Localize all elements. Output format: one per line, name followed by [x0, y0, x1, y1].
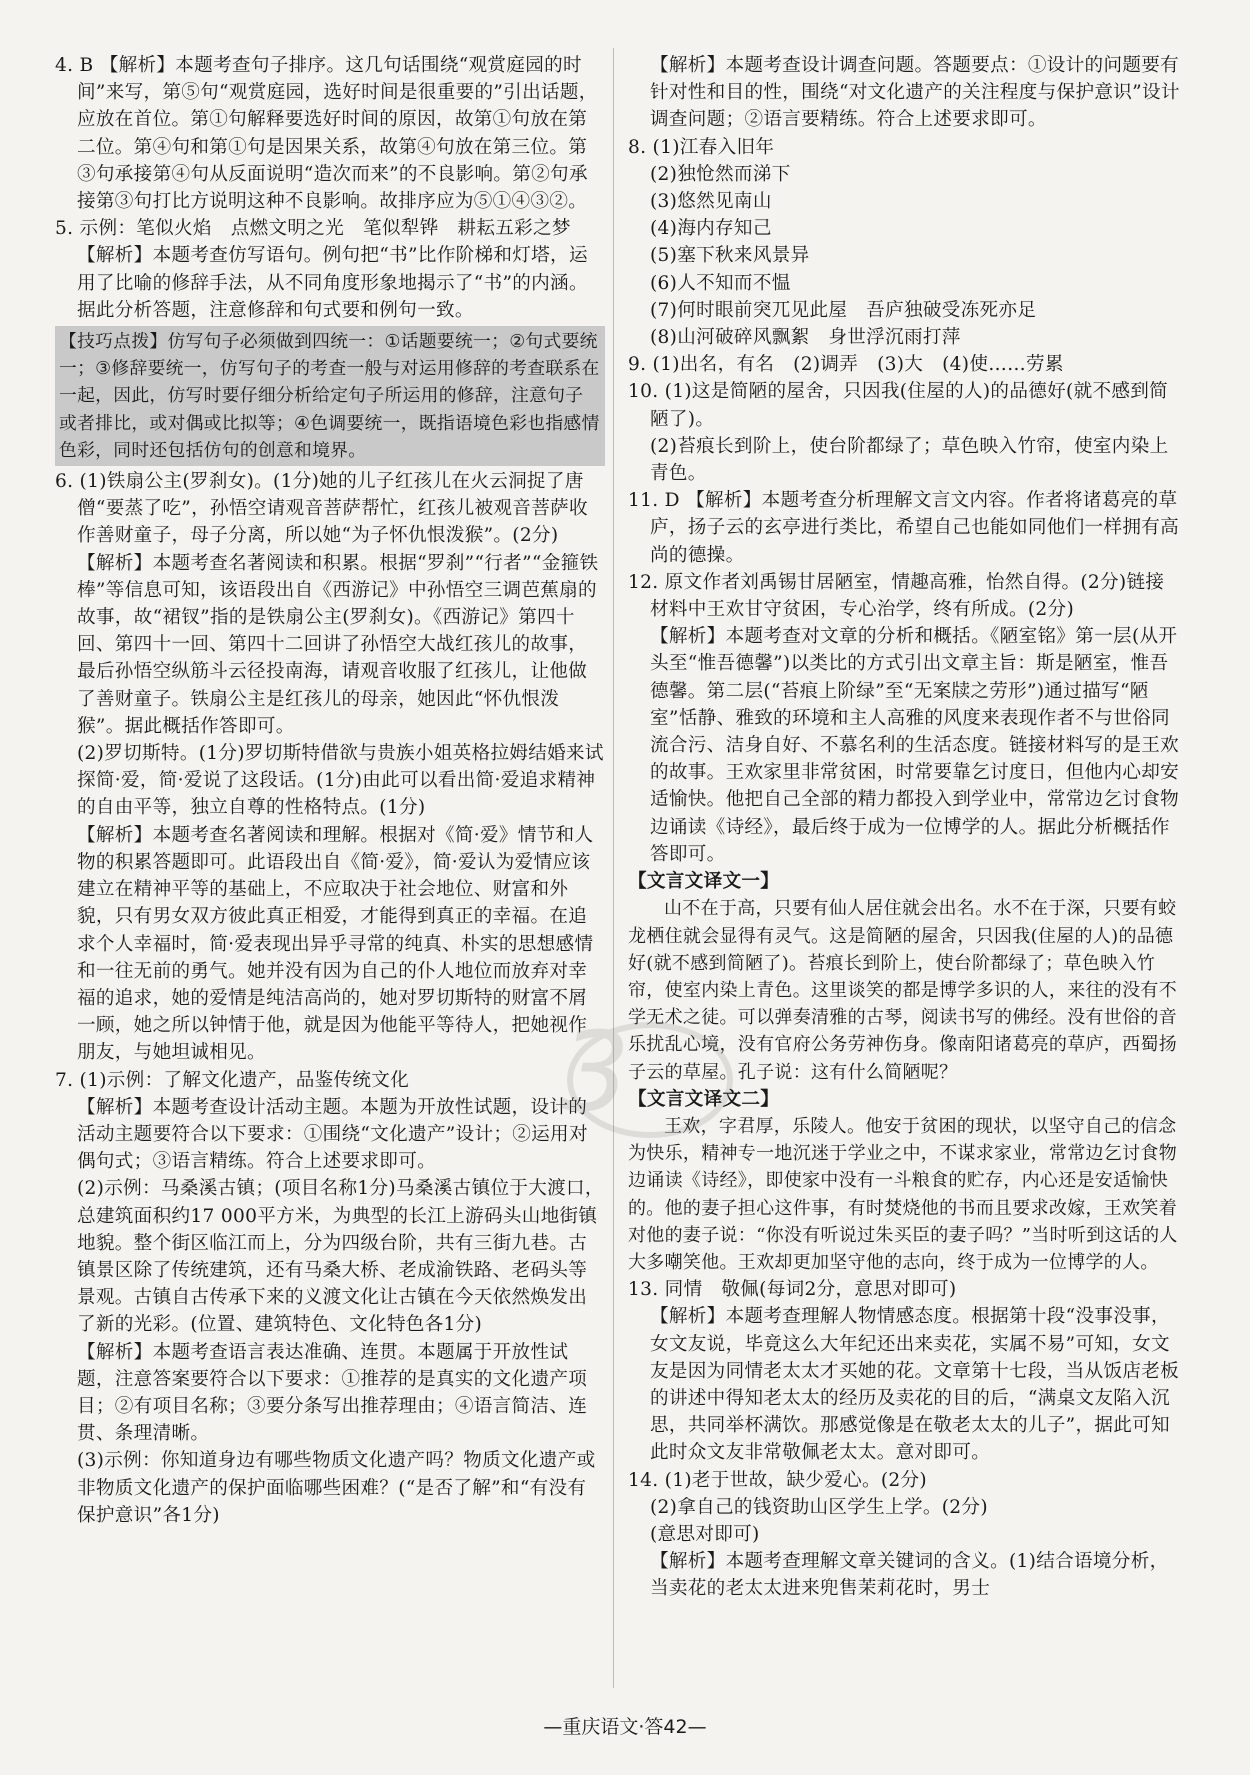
answer-item: 11. D 【解析】本题考查分析理解文言文内容。作者将诸葛亮的草庐，扬子云的玄亭进行类比，希望自己也能如同他们一样拥有高尚的德操。 — [628, 490, 1180, 566]
answer-paragraph: 【解析】本题考查名著阅读和积累。根据“罗刹”“行者”“金箍铁棒”等信息可知，该语段出自《西游记》中孙悟空三调芭蕉扇的故事，故“裙钗”指的是铁扇公主(罗刹女)。《西游记》第四十回、第四十一回、第四十二回讲了孙悟空大战红孩儿的故事，最后孙悟空纵筋斗云径投南海，请观音收服了红孩儿，让他做了善财童子。铁扇公主是红孩儿的母亲，她因此“怀仇恨泼猴”。据此概括作答即可。 — [77, 552, 599, 737]
answer-paragraph: (4)海内存知己 — [650, 218, 772, 240]
answer-paragraph: 【解析】本题考查设计活动主题。本题为开放性试题，设计的活动主题要符合以下要求：①围绕“文化遗产”设计；②运用对偶句式；③语言精练。符合上述要求即可。 — [77, 1096, 588, 1173]
right-column — [628, 52, 1181, 1603]
tip-box: 【技巧点拨】仿写句子必须做到四统一：①话题要统一；②句式要统一；③修辞要统一，仿写句子的考查一般与对运用修辞的考查联系在一起，因此，仿写时要仔细分析给定句子所运用的修辞，注意句子或者排比，或对偶或比拟等；④色调要统一，既指语境色彩也指感情色彩，同时还包括仿句的创意和境界。 — [55, 326, 605, 466]
page-footer: —重庆语文·答42— — [543, 1716, 707, 1738]
answer-paragraph: (2)罗切斯特。(1分)罗切斯特借欲与贵族小姐英格拉姆结婚来试探简·爱，简·爱说了这段话。(1分)由此可以看出简·爱追求精神的自由平等，独立自尊的性格特点。(1分) — [77, 743, 604, 819]
answer-item: 6. (1)铁扇公主(罗刹女)。(1分)她的儿子红孩儿在火云洞捉了唐僧“要蒸了吃”，孙悟空请观音菩萨帮忙，红孩儿被观音菩萨收作善财童子，母子分离，所以她“为子怀仇恨泼猴”。(2分) — [55, 471, 588, 547]
section-heading: 【文言文译文一】 — [628, 871, 780, 893]
answer-paragraph: (3)示例：你知道身边有哪些物质文化遗产吗？物质文化遗产或非物质文化遗产的保护面临哪些困难？(“是否了解”和“有没有保护意识”各1分) — [77, 1450, 596, 1526]
answer-paragraph: 【解析】本题考查对文章的分析和概括。《陋室铭》第一层(从开头至“惟吾德馨”)以类比的方式引出文章主旨：斯是陋室，惟吾德馨。第二层(“苔痕上阶绿”至“无案牍之劳形”)通过描写“陋室”恬静、雅致的环境和主人高雅的风度来表现作者不与世俗同流合污、洁身自好、不慕名利的生活态度。链接材料写的是王欢的故事。王欢家里非常贫困，时常要靠乞讨度日，但他内心却安适愉快。他把自己全部的精力都投入到学业中，常常边乞讨食物边诵读《诗经》，最后终于成为一位博学的人。据此分析概括作答即可。 — [650, 626, 1180, 865]
answer-paragraph: 【解析】本题考查理解人物情感态度。根据第十段“没事没事，女文友说，毕竟这么大年纪还出来卖花，实属不易”可知，女文友是因为同情老太太才买她的花。文章第十七段，当从饭店老板的讲述中得知老太太的经历及卖花的目的后，“满桌文友陷入沉思，共同举杯满饮。那感觉像是在敬老太太的儿子”，据此可知此时众文友非常敬佩老太太。意对即可。 — [650, 1306, 1180, 1464]
answer-paragraph: 【解析】本题考查设计调查问题。答题要点：①设计的问题要有针对性和目的性，围绕“对文化遗产的关注程度与保护意识”设计调查问题；②语言要精练。符合上述要求即可。 — [650, 55, 1180, 131]
answer-paragraph: (2)苔痕长到阶上，使台阶都绿了；草色映入竹帘，使室内染上青色。 — [650, 435, 1169, 485]
answer-paragraph: (2)独怆然而涕下 — [650, 163, 791, 185]
answer-item: 5. 示例：笔似火焰 点燃文明之光 笔似犁铧 耕耘五彩之梦 — [55, 218, 571, 240]
translation-paragraph: 王欢，字君厚，乐陵人。他安于贫困的现状，以坚守自己的信念为快乐，精神专一地沉迷于学业之中，不谋求家业，常常边乞讨食物边诵读《诗经》，即使家中没有一斗粮食的贮存，内心还是安适愉快的。他的妻子担心这件事，有时焚烧他的书而且要求改嫁，王欢笑着对他的妻子说：“你没有听说过朱买臣的妻子吗？”当时听到这话的人大多嘲笑他。王欢却更加坚守他的志向，终于成为一位博学的人。 — [628, 1115, 1178, 1273]
answer-paragraph: 【解析】本题考查仿写语句。例句把“书”比作阶梯和灯塔，运用了比喻的修辞手法，从不同角度形象地揭示了“书”的内涵。据此分析答题，注意修辞和句式要和例句一致。 — [77, 245, 588, 321]
answer-paragraph: 【解析】本题考查理解文章关键词的含义。(1)结合语境分析，当卖花的老太太进来兜售茉莉花时，男士 — [650, 1551, 1169, 1600]
answer-paragraph: (2)示例：马桑溪古镇；(项目名称1分)马桑溪古镇位于大渡口，总建筑面积约17 000平方米，为典型的长江上游码头山地街镇地貌。整个街区临江而上，分为四级台阶，共有三街九巷。古镇景区除了传统建筑，还有马桑大桥、老成渝铁路、老码头等景观。古镇自古传承下来的义渡文化让古镇在今天依然焕发出了新的光彩。(位置、建筑特色、文化特色各1分) — [77, 1178, 604, 1336]
left-column — [55, 52, 605, 1529]
answer-paragraph: (7)何时眼前突兀见此屋 吾庐独破受冻死亦足 — [650, 299, 1037, 321]
answer-item: 14. (1)老于世故，缺少爱心。(2分) — [628, 1469, 927, 1491]
answer-paragraph: (5)塞下秋来风景异 — [650, 245, 810, 267]
answer-paragraph: (3)悠然见南山 — [650, 191, 772, 213]
answer-item: 9. (1)出名，有名 (2)调弄 (3)大 (4)使……劳累 — [628, 354, 1064, 376]
answer-paragraph: (意思对即可) — [650, 1523, 760, 1545]
answer-paragraph: 【解析】本题考查名著阅读和理解。根据对《简·爱》情节和人物的积累答题即可。此语段出自《简·爱》，简·爱认为爱情应该建立在精神平等的基础上，不应取决于社会地位、财富和外貌，只有男女双方彼此真正相爱，才能得到真正的幸福。在追求个人幸福时，简·爱表现出异乎寻常的纯真、朴实的思想感情和一往无前的勇气。她并没有因为自己的仆人地位而放弃对幸福的追求，她的爱情是纯洁高尚的，她对罗切斯特的财富不屑一顾，她之所以钟情于他，就是因为他能平等待人，把她视作朋友，与她坦诚相见。 — [77, 824, 594, 1064]
answer-item: 4. B 【解析】本题考查句子排序。这几句话围绕“观赏庭园的时间”来写，第⑤句“观赏庭园，选好时间是很重要的”引出话题，应放在首位。第①句解释要选好时间的原因，故第①句放在第二位。第④句和第①句是因果关系，故第④句放在第三位。第③句承接第④句从反面说明“造次而来”的不良影响。第②句承接第③句打比方说明这种不良影响。故排序应为⑤①④③②。 — [55, 55, 598, 213]
answer-item: 13. 同情 敬佩(每词2分，意思对即可) — [628, 1279, 957, 1301]
column-divider — [613, 48, 614, 1688]
svg-text:3: 3 — [560, 1008, 630, 1136]
answer-paragraph: (2)拿自己的钱资助山区学生上学。(2分) — [650, 1496, 988, 1518]
answer-paragraph: 【解析】本题考查语言表达准确、连贯。本题属于开放性试题，注意答案要符合以下要求：①推荐的是真实的文化遗产项目；②有项目名称；③要分条写出推荐理由；④语言简洁、连贯、条理清晰。 — [77, 1341, 588, 1445]
answer-item: 8. (1)江春入旧年 — [628, 136, 775, 158]
translation-paragraph: 山不在于高，只要有仙人居住就会出名。水不在于深，只要有蛟龙栖住就会显得有灵气。这是简陋的屋舍，只因我(住屋的人)的品德好(就不感到简陋了)。苔痕长到阶上，使台阶都绿了；草色映入竹帘，使室内染上青色。这里谈笑的都是博学多识的人，来往的没有不学无术之徒。可以弹奏清雅的古琴，阅读书写的佛经。没有世俗的音乐扰乱心境，没有官府公务劳神伤身。像南阳诸葛亮的草庐，西蜀扬子云的草屋。孔子说：这有什么简陋呢？ — [628, 898, 1177, 1083]
answer-item: 10. (1)这是简陋的屋舍，只因我(住屋的人)的品德好(就不感到简陋了)。 — [628, 381, 1169, 430]
answer-paragraph: (8)山河破碎风飘絮 身世浮沉雨打萍 — [650, 327, 961, 349]
answer-item: 12. 原文作者刘禹锡甘居陋室，情趣高雅，怡然自得。(2分)链接材料中王欢甘守贫困，专心治学，终有所成。(2分) — [628, 571, 1165, 621]
section-heading: 【文言文译文二】 — [628, 1088, 780, 1110]
answer-paragraph: (6)人不知而不愠 — [650, 272, 791, 294]
answer-item: 7. (1)示例：了解文化遗产，品鉴传统文化 — [55, 1069, 410, 1091]
